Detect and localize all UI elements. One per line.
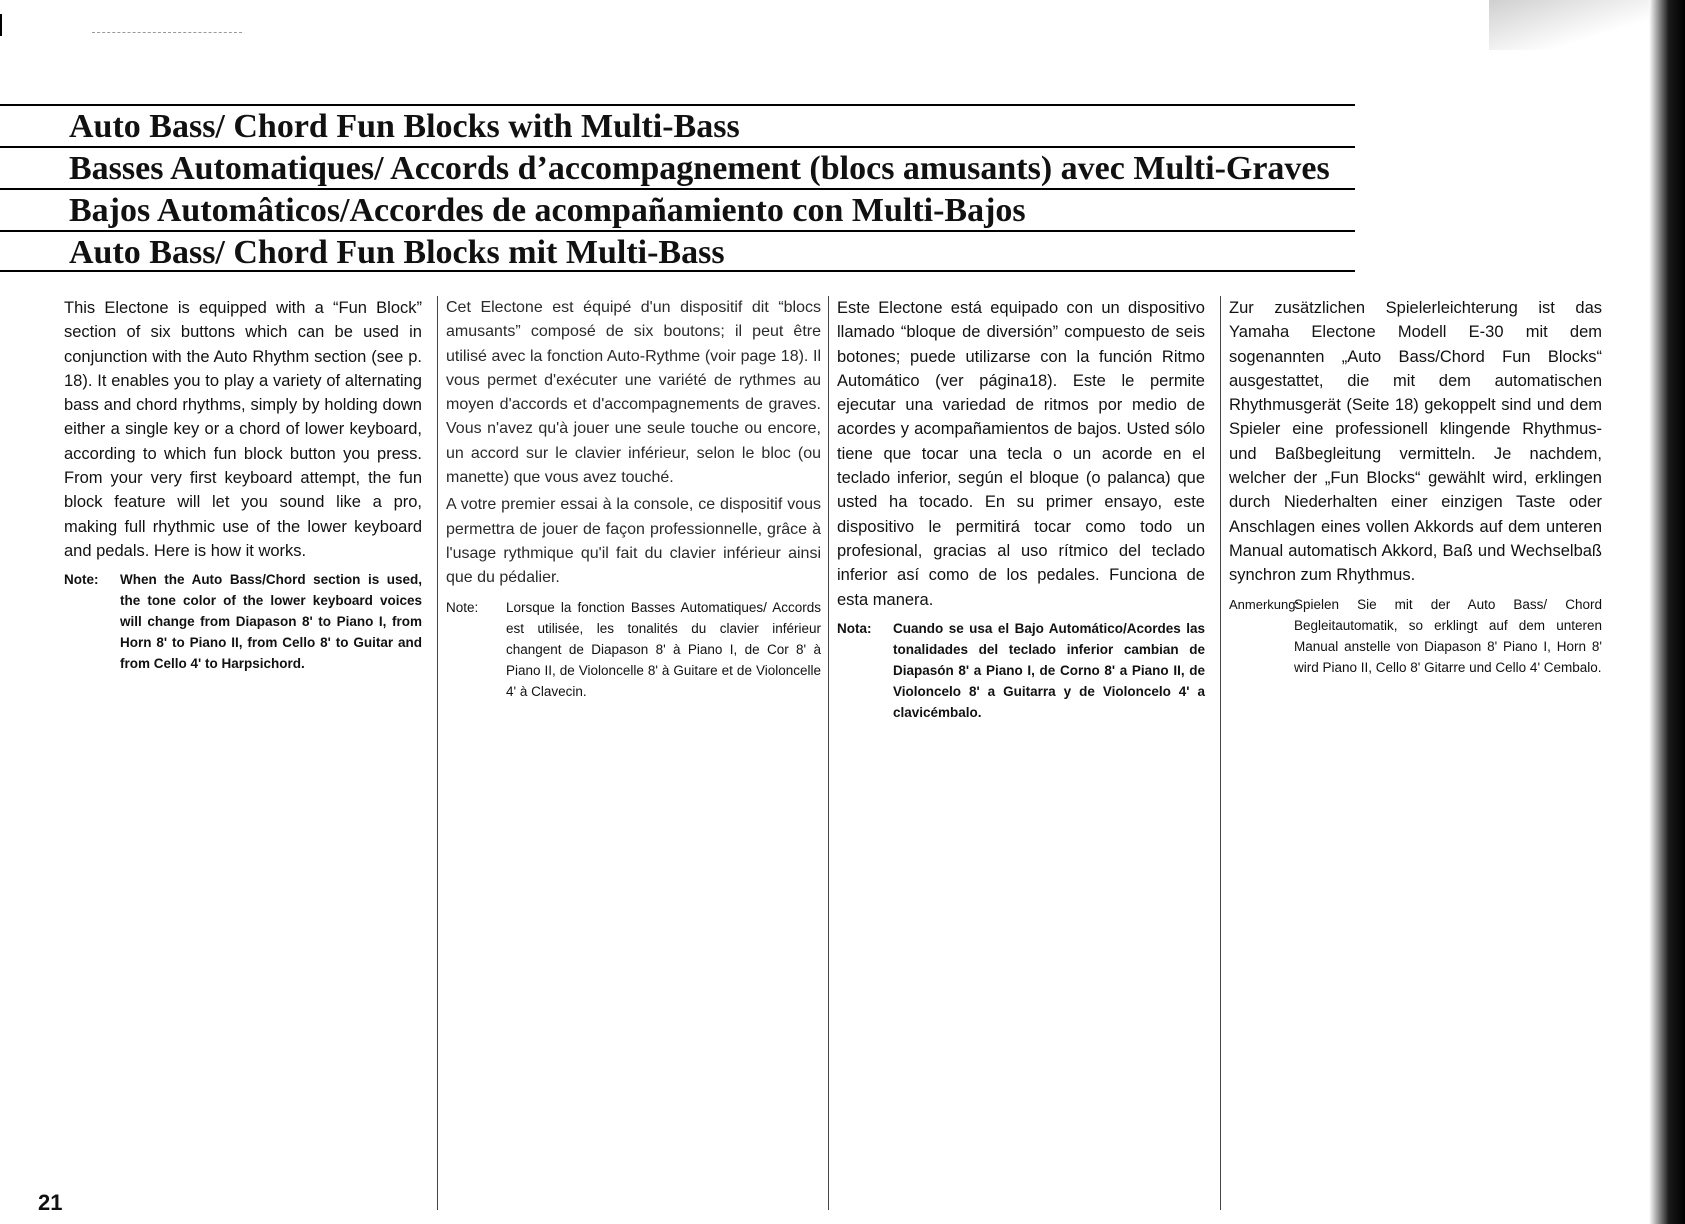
- column-french: [437, 296, 829, 1210]
- french-body-paragraph-2: A votre premier essai à la console, ce dispositif vous permettra de jouer de façon professionnelle, grâce à l'usage rythmique qu'il fait du clavier inférieur ainsi que du pédalier.: [446, 496, 821, 587]
- column-german: [1220, 296, 1610, 1210]
- german-note-label: Anmerkung:: [1229, 596, 1300, 612]
- english-body: This Electone is equipped with a “Fun Block” section of six buttons which can be used in conjunction with the Auto Rhythm section (see p. 18). It enables you to play a variety of alternating bass and chord rhythms, simply by holding down either a single key or a chord of lower keyboard, according to which fun block button you press. From your very first keyboard attempt, the fun block feature will let you sound like a pro, making full rhythmic use of the lower keyboard and pedals. Here is how it works.: [64, 299, 422, 560]
- english-note-label: Note:: [64, 572, 99, 588]
- english-note-text: When the Auto Bass/Chord section is used, the tone color of the lower keyboard voices will change from Diapason 8' to Piano I, from Horn 8' to Piano II, from Cello 8' to Guitar and from Cello 4' to Harpsichord.: [120, 572, 422, 672]
- french-body-paragraph-1: Cet Electone est équipé d'un dispositif dit “blocs amusants” composé de six boutons; il peut être utilisé avec la fonction Auto-Rythme (voir page 18). Il vous permet d'exécuter une variété de rythmes au moyen d'accords et d'accompagnements de graves. Vous n'avez qu'à jouer une seule touche ou encore, un accord sur le clavier inférieur, selon le bloc (ou manette) que vous avez touché.: [446, 299, 821, 487]
- scan-shadow-top: [1489, 0, 1649, 50]
- title-english: Auto Bass/ Chord Fun Blocks with Multi-Bass: [0, 104, 1355, 146]
- spanish-note-label: Nota:: [837, 620, 872, 636]
- title-german: Auto Bass/ Chord Fun Blocks mit Multi-Bass: [0, 230, 1355, 272]
- scan-smudge: [92, 32, 242, 33]
- column-english: [60, 296, 430, 1210]
- german-note-text: Spielen Sie mit der Auto Bass/ Chord Begleitautomatik, so erklingt auf dem unteren Manual anstelle von Diapason 8' Piano I, Horn 8' wird Piano II, Cello 8' Gitarre und Cello 4' Cembalo.: [1294, 596, 1602, 675]
- scan-corner-mark: [0, 14, 2, 36]
- spanish-body: Este Electone está equipado con un dispositivo llamado “bloque de diversión” compuesto de seis botones; puede utilizarse con la función Ritmo Automático (ver página18). Este le permite ejecutar una variedad de ritmos por medio de acordes y acompañamientos de bajos. Usted sólo tiene que tocar una tecla o un acorde en el teclado inferior, según el bloque (o palanca) que usted ha tocado. En su primer ensayo, este dispositivo le permitirá tocar como todo un profesional, gracias al uso rítmico del teclado inferior así como de los pedales. Funciona de esta manera.: [837, 299, 1205, 609]
- german-note: [1229, 594, 1602, 678]
- title-spanish: Bajos Automâticos/Accordes de acompañamiento con Multi-Bajos: [0, 188, 1355, 230]
- page-number: 21: [38, 1190, 63, 1215]
- french-note-text: Lorsque la fonction Basses Automatiques/ Accords est utilisée, les tonalités du clavier inférieur changent de Diapason 8' à Piano I, de Cor 8' à Piano II, de Violoncelle 8' à Guitare et de Violoncelle 4' à Clavecin.: [506, 599, 821, 699]
- english-note: [64, 569, 422, 674]
- title-french: Basses Automatiques/ Accords d’accompagnement (blocs amusants) avec Multi-Graves: [0, 146, 1355, 188]
- french-note-label: Note:: [446, 599, 479, 615]
- title-block: [0, 104, 1355, 272]
- scan-binding-edge: [1649, 0, 1685, 1224]
- spanish-note-text: Cuando se usa el Bajo Automático/Acordes las tonalidades del teclado inferior cambian de Diapasón 8' a Piano I, de Corno 8' a Piano II, de Violoncelo 8' a Guitarra y de Violoncelo 4' a clavicémbalo.: [893, 620, 1205, 720]
- french-note: [446, 597, 821, 702]
- spanish-note: [837, 618, 1205, 723]
- column-spanish: [828, 296, 1213, 1210]
- german-body: Zur zusätzlichen Spielerleichterung ist das Yamaha Electone Modell E-30 mit dem sogenannten „Auto Bass/Chord Fun Blocks“ ausgestattet, die mit dem automatischen Rhythmusgerät (Seite 18) gekoppelt sind und dem Spieler eine professionell klingende Rhythmus- und Baßbegleitung vermitteln. Je nachdem, welcher der „Fun Blocks“ gewählt wird, erklingen durch Niederhalten einer einzigen Taste oder Anschlagen eines vollen Akkords auf dem unteren Manual automatisch Akkord, Baß und Wechselbaß synchron zum Rhythmus.: [1229, 299, 1602, 585]
